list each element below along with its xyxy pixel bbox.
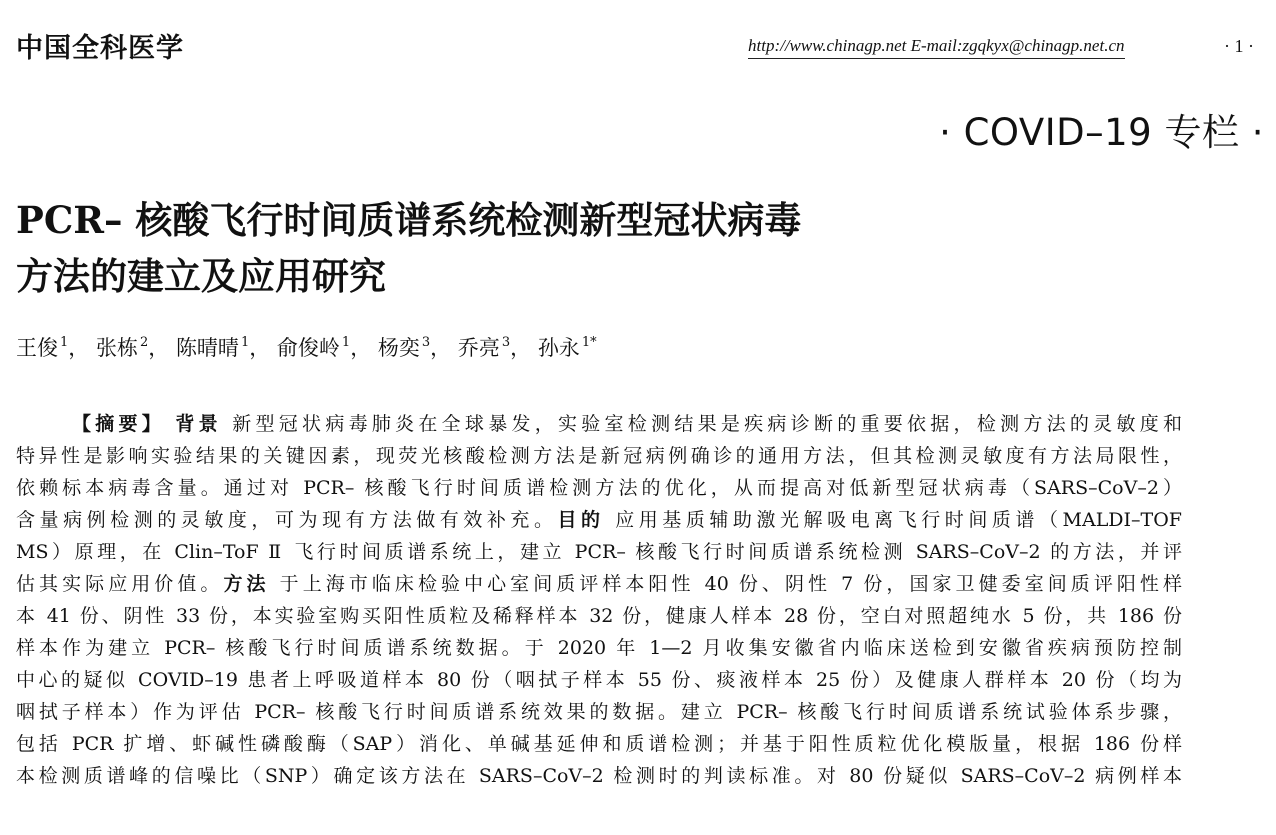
objective-label: 目的	[557, 509, 605, 531]
author-affiliation: 1	[60, 335, 69, 350]
author	[176, 336, 249, 360]
author-name: 孙永	[537, 336, 580, 360]
author-affiliation: 1*	[581, 335, 597, 350]
abstract	[16, 408, 1182, 792]
author	[538, 336, 597, 360]
background-label: 背景	[175, 413, 222, 435]
abstract-text: 于上海市临床检验中心室间质评样本阳性 40 份、阴性 7 份，国家卫健委室间质评阳性样	[279, 573, 1182, 595]
author-affiliation: 3	[501, 335, 511, 350]
abstract-line: 咽拭子样本）作为评估 PCR– 核酸飞行时间质谱系统效果的数据。建立 PCR– 核酸飞行时间质谱系统试验体系步骤，	[16, 701, 1182, 723]
author-list: 王俊 $^1$， 张栋 $^2$， 陈晴晴 $^1$， 俞俊岭 $^1$， 杨奕 $^3$， 乔亮 $^3$， 孙永 $^{1*}$	[16, 335, 597, 360]
author-affiliation: 1	[240, 335, 250, 350]
abstract-text: 应用基质辅助激光解吸电离飞行时间质谱（MALDI–TOF	[615, 509, 1182, 531]
abstract-line: 依赖标本病毒含量。通过对 PCR– 核酸飞行时间质谱检测方法的优化，从而提高对低新型冠状病毒（SARS–CoV–2）	[16, 477, 1182, 499]
abstract-line: 包括 PCR 扩增、虾碱性磷酸酶（SAP）消化、单碱基延伸和质谱检测；并基于阳性质粒优化模版量，根据 186 份样	[16, 733, 1182, 755]
journal-logo: 中国全科医学	[16, 33, 184, 64]
abstract-line: 本 41 份、阴性 33 份，本实验室购买阳性质粒及稀释样本 32 份，健康人样本 28 份，空白对照超纯水 5 份，共 186 份	[16, 605, 1182, 627]
abstract-text: 含量病例检测的灵敏度，可为现有方法做有效补充。	[16, 509, 558, 531]
author	[277, 336, 350, 360]
title-line-2: 方法的建立及应用研究	[16, 254, 386, 298]
methods-label: 方法	[223, 573, 270, 595]
author-name: 王俊	[16, 336, 58, 360]
abstract-line: 本检测质谱峰的信噪比（SNP）确定该方法在 SARS–CoV–2 检测时的判读标准。对 80 份疑似 SARS–CoV–2 病例样本	[16, 765, 1182, 787]
page-number: · 1 ·	[1224, 36, 1254, 56]
author-name: 乔亮	[457, 336, 500, 360]
title-line-1: PCR– 核酸飞行时间质谱系统检测新型冠状病毒	[16, 198, 802, 242]
abstract-line	[16, 408, 1182, 440]
author	[96, 336, 148, 360]
author	[378, 336, 430, 360]
author-name: 俞俊岭	[276, 336, 340, 360]
journal-url[interactable]: http://www.chinagp.net E-mail:zgqkyx@chinagp.net.cn	[748, 36, 1125, 59]
abstract-line	[16, 504, 1182, 536]
abstract-line: 特异性是影响实验结果的关键因素，现荧光核酸检测方法是新冠病例确诊的通用方法，但其检测灵敏度有方法局限性，	[16, 445, 1182, 467]
author-affiliation: 2	[139, 335, 149, 350]
abstract-label: 【摘要】	[72, 413, 166, 435]
author-name: 张栋	[95, 336, 138, 360]
abstract-line: 中心的疑似 COVID–19 患者上呼吸道样本 80 份（咽拭子样本 55 份、痰液样本 25 份）及健康人群样本 20 份（均为	[16, 669, 1182, 691]
column-tag: · COVID–19 专栏 ·	[939, 111, 1264, 154]
abstract-line	[16, 568, 1182, 600]
abstract-line: MS）原理，在 Clin–ToF Ⅱ 飞行时间质谱系统上，建立 PCR– 核酸飞行时间质谱系统检测 SARS–CoV–2 的方法，并评	[16, 541, 1182, 563]
author-affiliation: 3	[421, 335, 431, 350]
author	[458, 336, 510, 360]
author-name: 杨奕	[377, 336, 420, 360]
abstract-line: 样本作为建立 PCR– 核酸飞行时间质谱系统数据。于 2020 年 1—2 月收集安徽省内临床送检到安徽省疾病预防控制	[16, 637, 1182, 659]
article-title	[16, 192, 1116, 304]
abstract-text: 新型冠状病毒肺炎在全球暴发，实验室检测结果是疾病诊断的重要依据，检测方法的灵敏度和	[232, 413, 1182, 435]
author-name: 陈晴晴	[175, 336, 239, 360]
abstract-text: 估其实际应用价值。	[16, 573, 224, 595]
author	[16, 336, 68, 360]
author-affiliation: 1	[341, 335, 351, 350]
